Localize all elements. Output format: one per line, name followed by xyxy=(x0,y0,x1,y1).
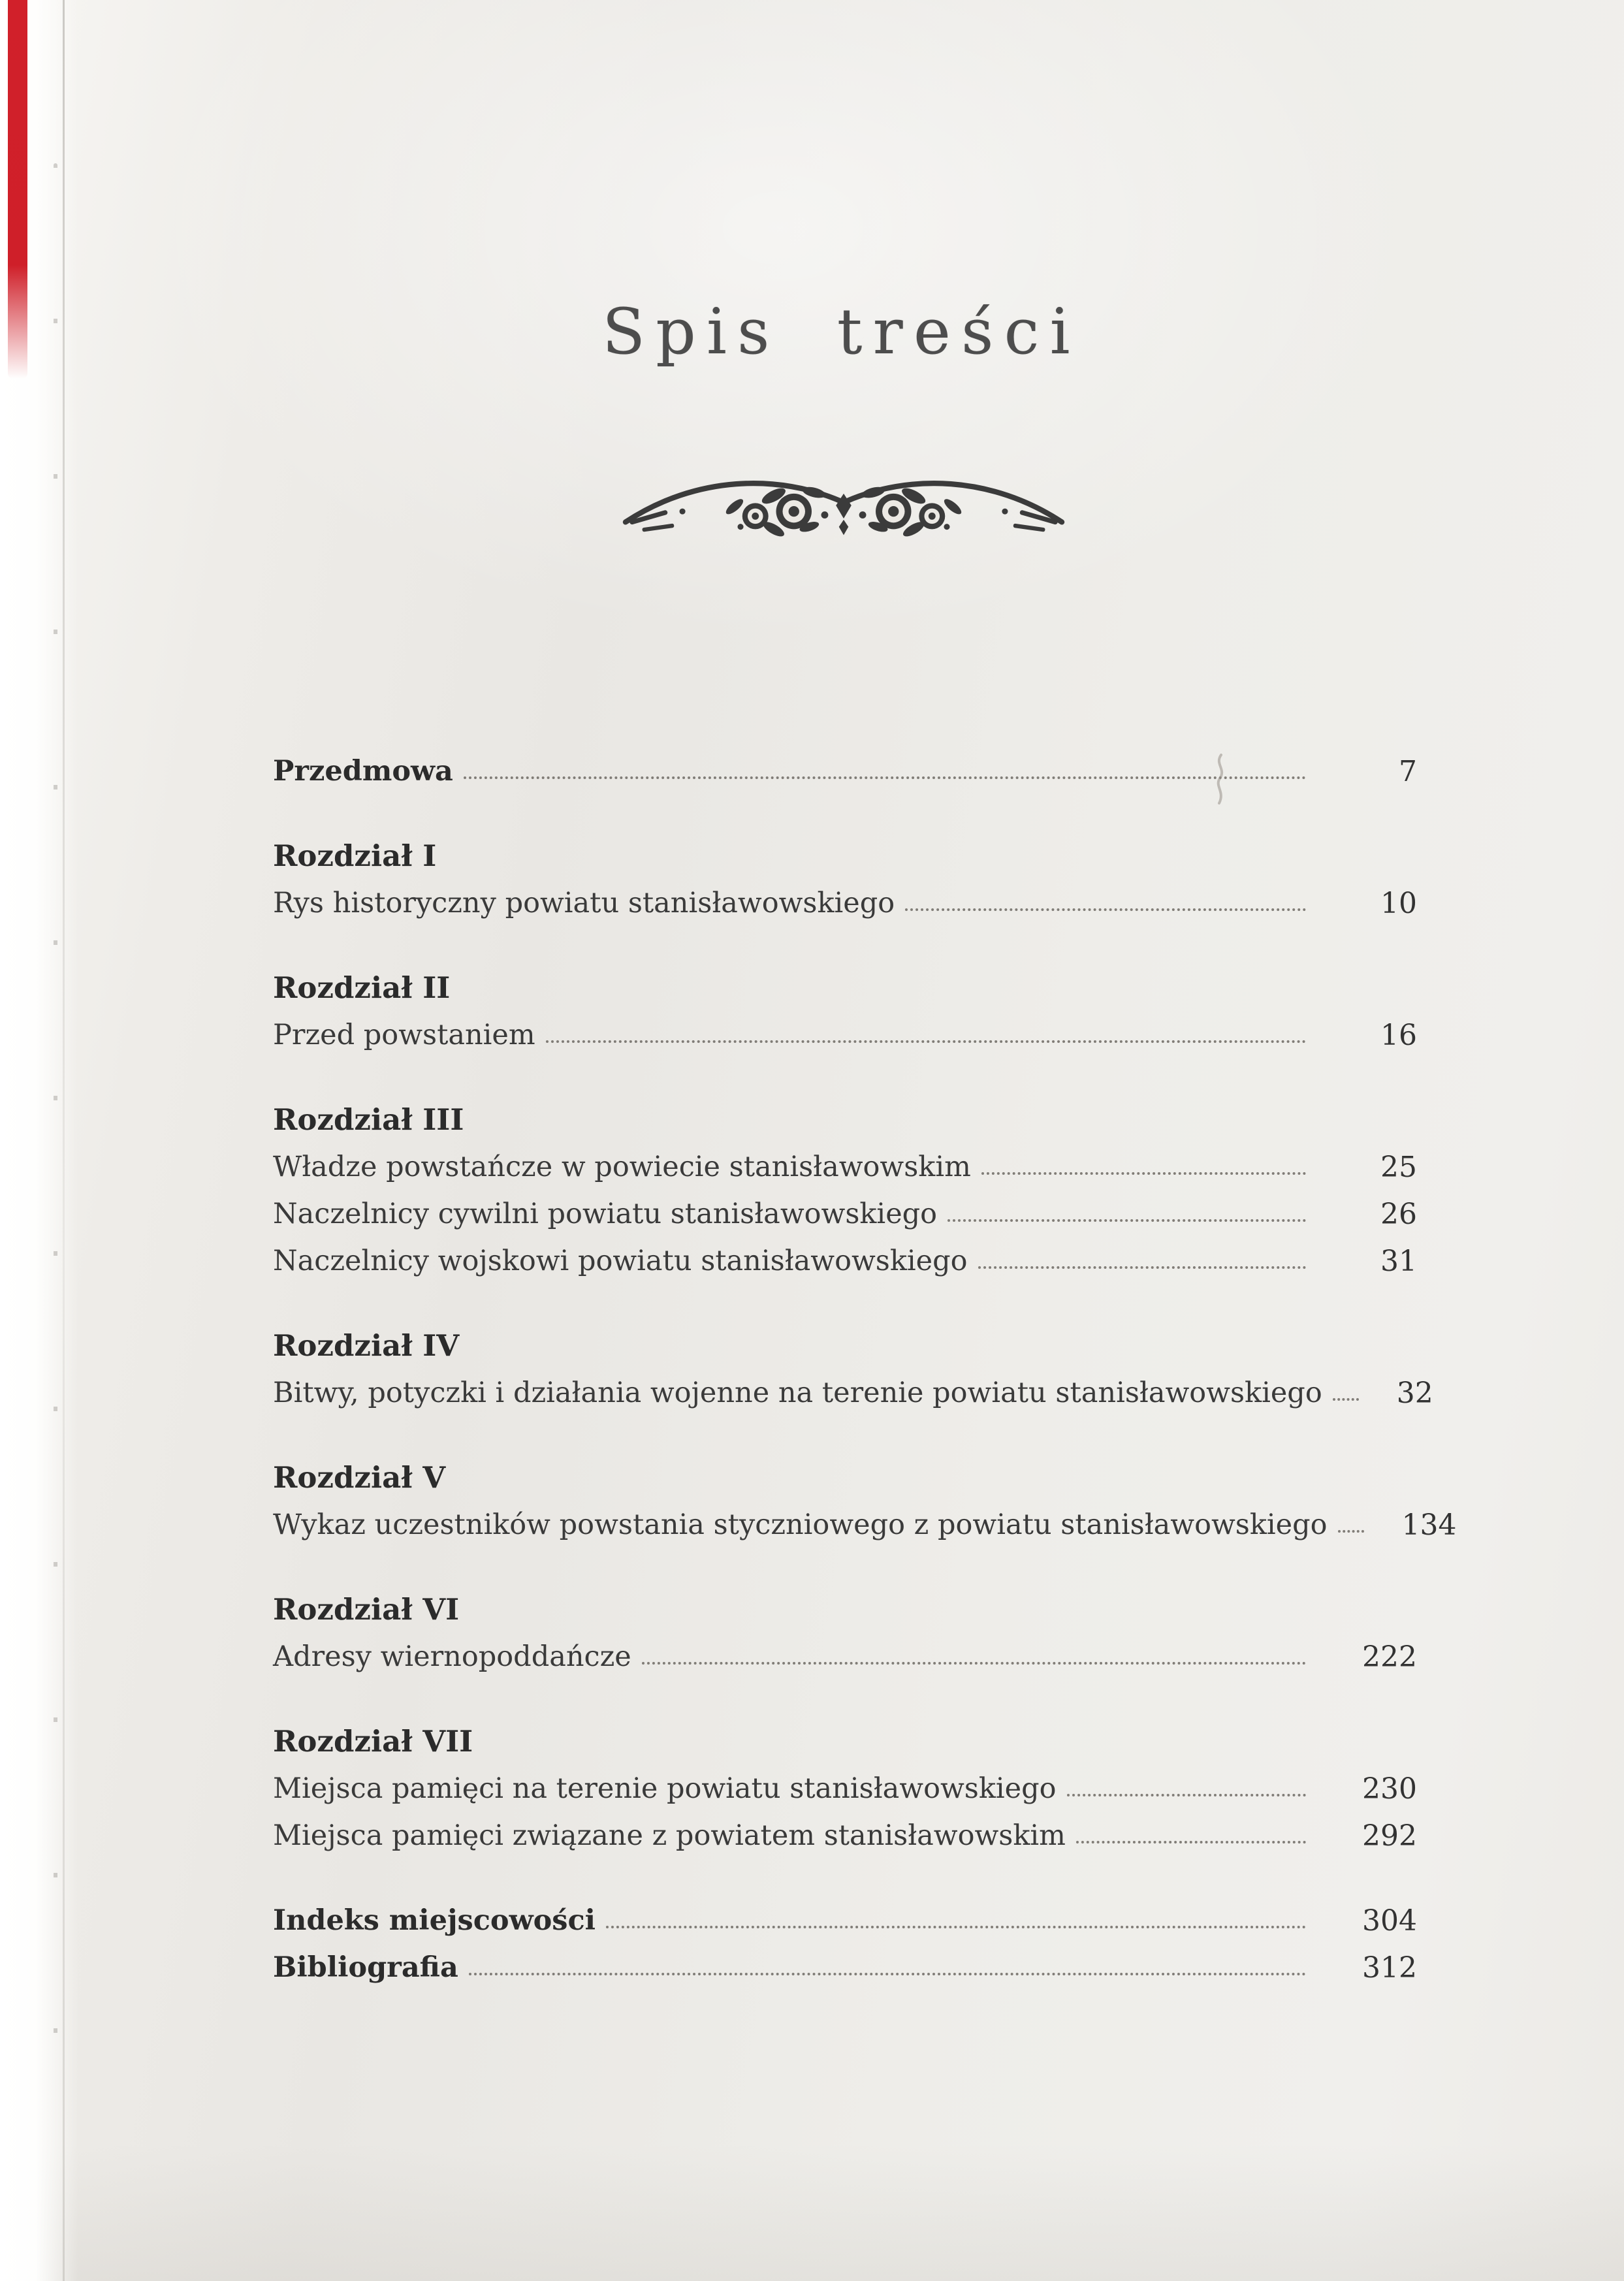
dot-leader xyxy=(606,1926,1306,1928)
toc-chapter-heading: Rozdział IV xyxy=(273,1328,460,1363)
toc-entry xyxy=(273,1890,1417,1937)
toc-page-number: 10 xyxy=(1380,886,1417,920)
dot-leader xyxy=(1338,1530,1364,1533)
toc-entry-label: Bitwy, potyczki i działania wojenne na terenie powiatu stanisławowskiego xyxy=(273,1376,1322,1409)
toc-page-number: 134 xyxy=(1401,1508,1457,1542)
dot-leader xyxy=(1067,1794,1306,1796)
toc-chapter-heading: Rozdział III xyxy=(273,1102,464,1137)
toc-chapter-heading: Rozdział VII xyxy=(273,1723,473,1759)
dot-leader xyxy=(978,1266,1306,1269)
dot-leader xyxy=(947,1219,1306,1222)
dot-leader xyxy=(464,776,1306,779)
toc-section xyxy=(273,1711,1417,1852)
dot-leader xyxy=(905,908,1306,911)
dot-leader xyxy=(546,1040,1306,1043)
dot-leader xyxy=(642,1662,1306,1665)
toc-entry xyxy=(273,1183,1417,1230)
toc-page-number: 32 xyxy=(1396,1376,1433,1410)
toc-page-number: 292 xyxy=(1362,1819,1417,1853)
toc-page-number: 312 xyxy=(1362,1951,1417,1985)
toc-entry xyxy=(273,1805,1417,1852)
toc-section xyxy=(273,1447,1457,1542)
toc-page-number: 31 xyxy=(1380,1244,1417,1278)
toc-entry-label: Adresy wiernopoddańcze xyxy=(273,1640,631,1673)
toc-page-number: 230 xyxy=(1362,1772,1417,1806)
binding-stitches xyxy=(54,163,57,2111)
toc-entry-label: Przed powstaniem xyxy=(273,1018,535,1051)
toc-entry-label: Władze powstańcze w powiecie stanisławowskim xyxy=(273,1150,971,1183)
toc-entry-label: Bibliografia xyxy=(273,1951,458,1984)
toc-page-number: 222 xyxy=(1362,1640,1417,1674)
toc-entry xyxy=(273,1004,1417,1051)
toc-entry-label: Rys historyczny powiatu stanisławowskiego xyxy=(273,886,895,919)
toc-entry xyxy=(273,1230,1417,1277)
toc-entry xyxy=(273,1758,1417,1805)
toc-section xyxy=(273,1890,1417,1984)
toc-section xyxy=(273,1089,1417,1277)
toc-section xyxy=(273,957,1417,1051)
toc-section xyxy=(273,825,1417,919)
toc-entry-label: Miejsca pamięci na terenie powiatu stanisławowskiego xyxy=(273,1772,1057,1805)
toc-page-number: 7 xyxy=(1399,754,1417,788)
toc-page-number: 16 xyxy=(1380,1018,1417,1052)
toc-page-number: 25 xyxy=(1380,1150,1417,1184)
toc-entry xyxy=(273,1937,1417,1984)
toc-section xyxy=(273,741,1417,788)
toc-entry xyxy=(273,1136,1417,1183)
toc-chapter-heading: Rozdział VI xyxy=(273,1591,460,1627)
scan-smudge-artifact xyxy=(1209,752,1232,808)
toc-entry-label: Naczelnicy cywilni powiatu stanisławowskiego xyxy=(273,1197,938,1230)
table-of-contents xyxy=(273,741,1457,1985)
dot-leader xyxy=(1333,1398,1359,1401)
toc-entry-label: Wykaz uczestników powstania styczniowego z powiatu stanisławowskiego xyxy=(273,1508,1328,1541)
toc-section xyxy=(273,1315,1433,1410)
toc-section xyxy=(273,1579,1417,1673)
dot-leader xyxy=(981,1172,1306,1175)
toc-entry xyxy=(273,872,1417,919)
toc-entry xyxy=(273,1362,1433,1410)
toc-entry-label: Przedmowa xyxy=(273,754,453,788)
page-title: Spis treści xyxy=(602,295,1081,368)
toc-chapter-heading: Rozdział II xyxy=(273,970,451,1005)
toc-entry-label: Naczelnicy wojskowi powiatu stanisławowskiego xyxy=(273,1244,968,1277)
floral-ornament xyxy=(618,465,1069,540)
toc-entry-label: Indeks miejscowości xyxy=(273,1904,596,1937)
dot-leader xyxy=(1076,1841,1306,1843)
toc-chapter-heading: Rozdział V xyxy=(273,1460,446,1495)
toc-entry xyxy=(273,741,1417,788)
toc-page-number: 26 xyxy=(1380,1197,1417,1231)
toc-entry xyxy=(273,1626,1417,1673)
toc-entry xyxy=(273,1494,1457,1542)
toc-entry-label: Miejsca pamięci związane z powiatem stanisławowskim xyxy=(273,1819,1066,1852)
dot-leader xyxy=(469,1973,1306,1975)
toc-page-number: 304 xyxy=(1362,1904,1417,1938)
toc-chapter-heading: Rozdział I xyxy=(273,838,437,873)
